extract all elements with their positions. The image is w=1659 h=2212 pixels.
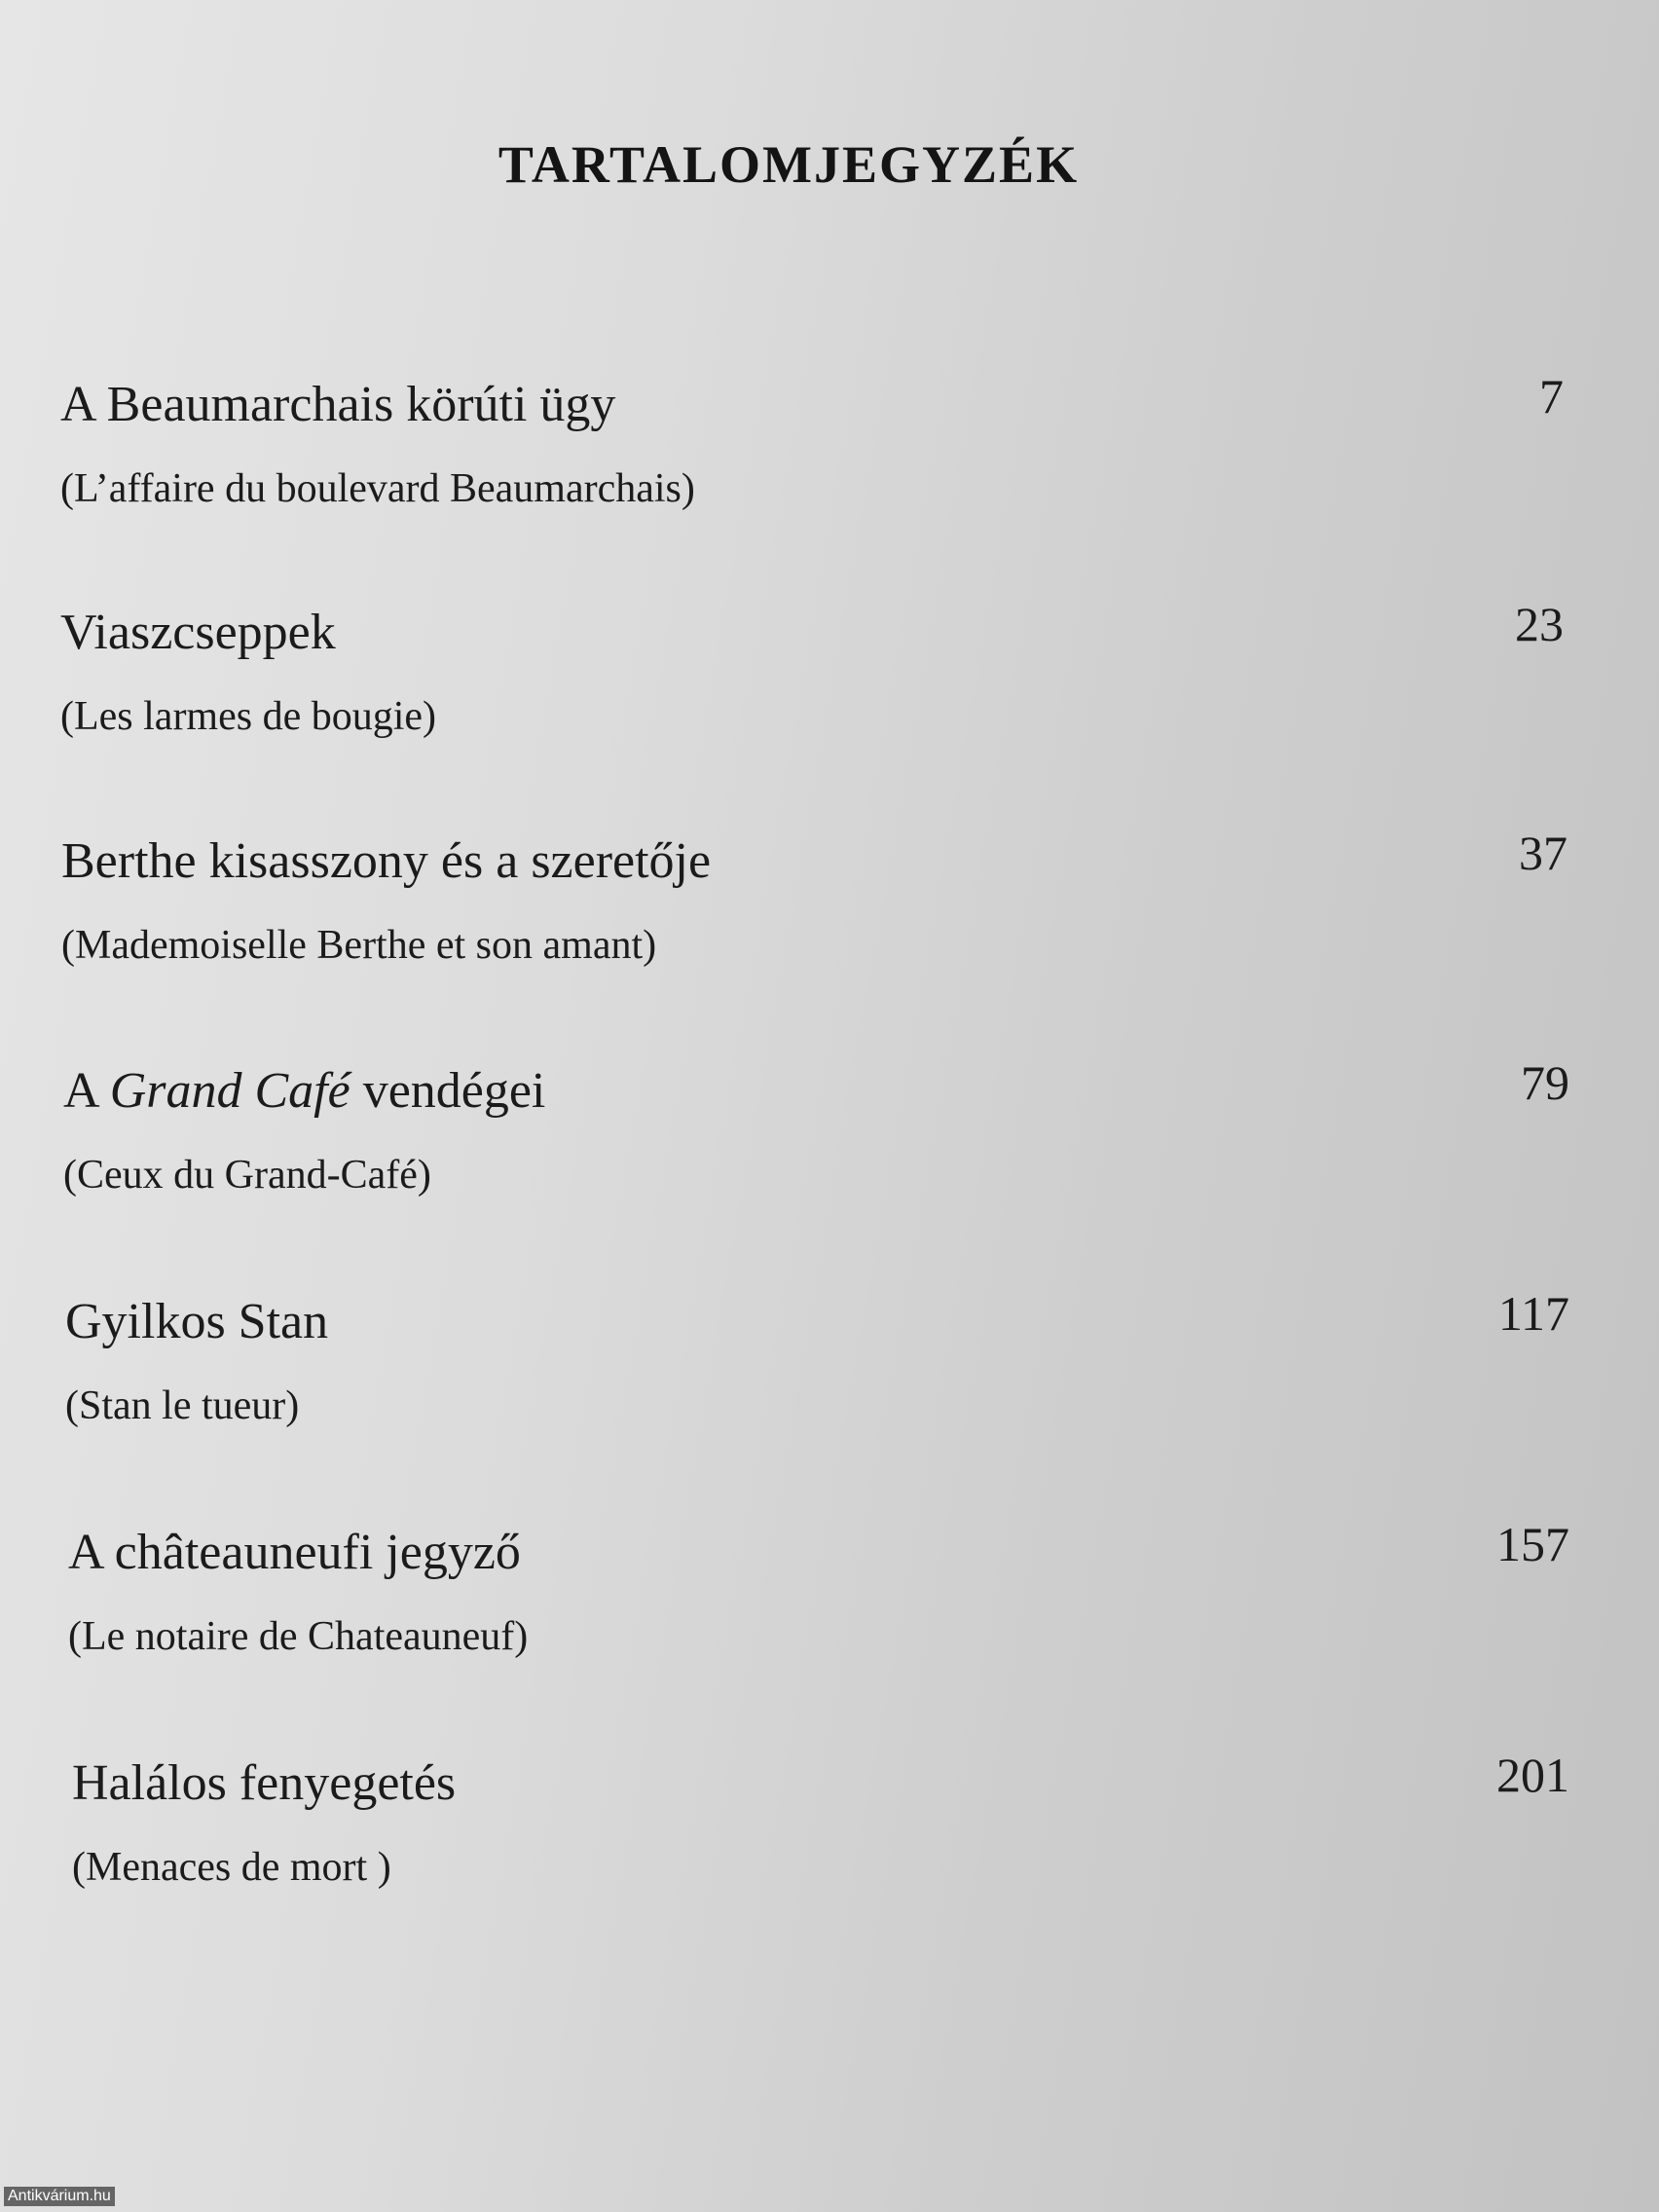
toc-entry-page-number: 23 [1515,597,1564,651]
toc-entry-title: Berthe kisasszony és a szeretője [61,833,712,889]
page-title: TARTALOMJEGYZÉK [498,135,1080,194]
toc-entry-page-number: 157 [1496,1517,1569,1571]
source-watermark: Antikvárium.hu [4,2187,115,2206]
toc-entry-original-title: (Mademoiselle Berthe et son amant) [61,923,657,968]
toc-entry-original-title: (Ceux du Grand-Café) [63,1153,431,1198]
toc-entry-page-number: 201 [1496,1748,1569,1802]
toc-entry-original-title: (Menaces de mort ) [72,1845,391,1890]
toc-entry-title: A Grand Café vendégei [63,1063,546,1119]
toc-entry-original-title: (Stan le tueur) [65,1383,300,1428]
toc-entry-page-number: 117 [1497,1286,1569,1341]
toc-entry-original-title: (Les larmes de bougie) [60,694,437,739]
toc-entry-page-number: 79 [1521,1055,1569,1110]
toc-entry-page-number: 7 [1539,369,1564,424]
toc-entry-title: A châteauneufi jegyző [68,1525,521,1580]
toc-entry-original-title: (L’affaire du boulevard Beaumarchais) [60,466,695,511]
toc-entry-title: Viaszcseppek [60,605,336,660]
toc-entry-title: Halálos fenyegetés [72,1755,457,1811]
toc-entry-original-title: (Le notaire de Chateauneuf) [68,1614,529,1659]
toc-entry-page-number: 37 [1519,826,1567,880]
toc-entry-title: A Beaumarchais körúti ügy [60,377,616,432]
toc-entry-title: Gyilkos Stan [65,1294,329,1349]
